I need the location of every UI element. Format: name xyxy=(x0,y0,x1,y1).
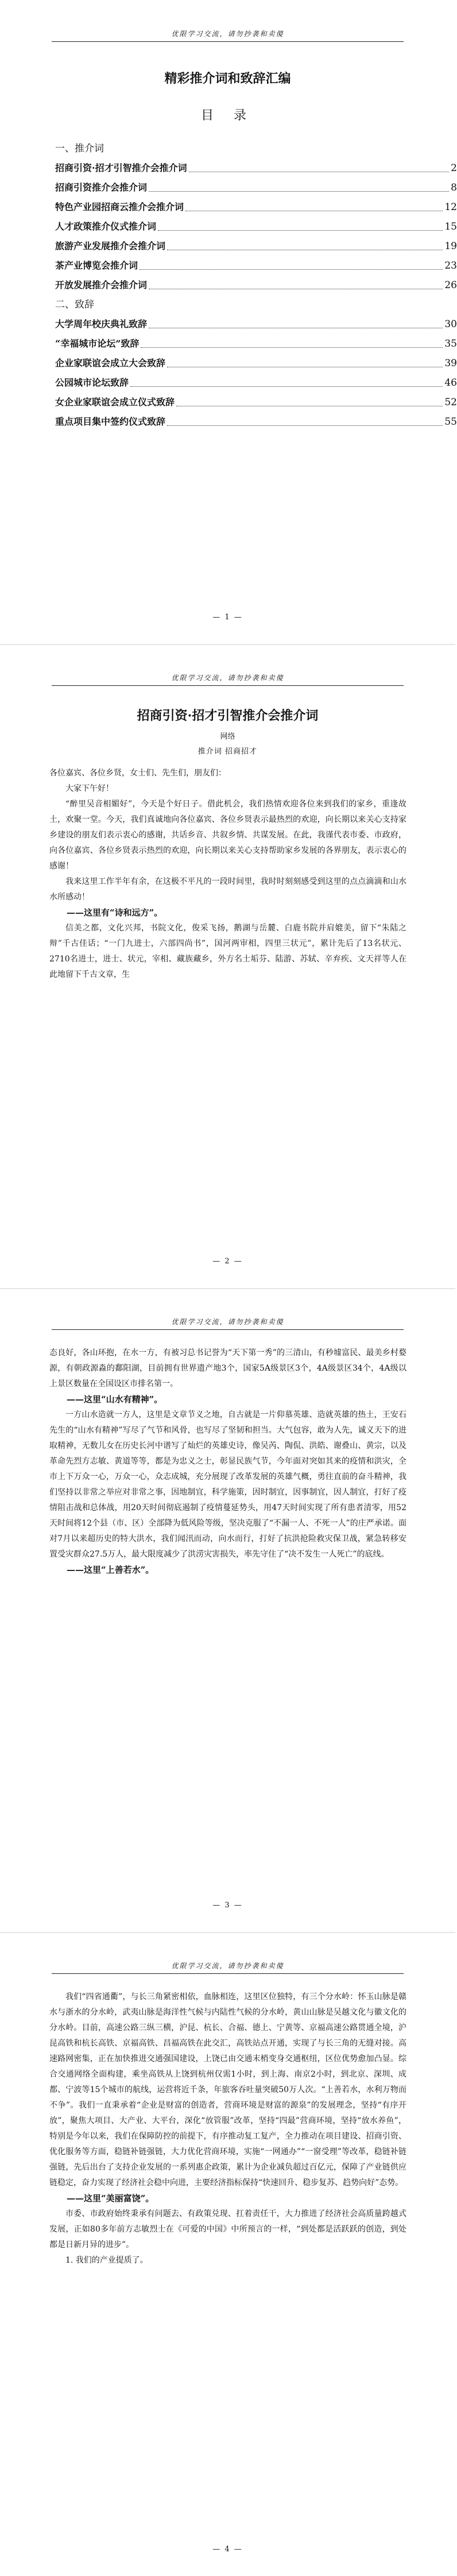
page-divider xyxy=(0,644,455,645)
toc-entry[interactable] xyxy=(55,197,457,217)
section-subheading: ——这里“美丽富饶”。 xyxy=(67,2193,154,2203)
toc-entry-title: 人才政策推介仪式推介词 xyxy=(55,221,157,232)
paragraph: 大家下午好！ xyxy=(65,784,114,793)
toc-entry[interactable] xyxy=(55,412,457,432)
page-number: — 2 — xyxy=(212,1257,243,1266)
page-2 xyxy=(0,644,455,1288)
header-rule xyxy=(52,41,404,42)
toc-entry-title: 公园城市论坛致辞 xyxy=(55,377,129,388)
toc-heading: 目 录 xyxy=(201,108,254,123)
header-rule xyxy=(52,685,404,686)
toc-leader-dots xyxy=(141,334,443,348)
toc-leader-dots xyxy=(167,236,443,250)
page-header: 优限学习交流，请勿抄袭和卖傻 xyxy=(171,1962,284,1970)
toc-entry[interactable] xyxy=(55,158,457,178)
toc-entry[interactable] xyxy=(55,334,457,354)
toc-leader-dots xyxy=(149,315,443,328)
page-header: 优限学习交流，请勿抄袭和卖傻 xyxy=(171,674,284,682)
toc-entry-title: 茶产业博览会推介词 xyxy=(55,260,138,271)
paragraph: 我来这里工作半年有余，在这极不平凡的一段时间里，我时时刻刻感受到这里的点点滴滴和山水水所感动！ xyxy=(49,877,406,902)
page-number: — 3 — xyxy=(212,1901,243,1910)
toc-entry-title: 企业家联谊会成立大会致辞 xyxy=(55,358,166,368)
toc-entry[interactable] xyxy=(55,315,457,334)
document-title: 精彩推介词和致辞汇编 xyxy=(164,71,291,86)
toc-entry-page: 12 xyxy=(444,201,457,213)
toc-leader-dots xyxy=(185,197,443,211)
paragraph: 市委、市政府始终秉承有问题去、有政策兑现、扛着责任干，大力推进了经济社会高质量跨越式发展，正如80多年前方志敏烈士在《可爱的中国》中所预言的一样，“到处都是活跃跃的创造，到处都是日新月异的进步”。 xyxy=(49,2209,406,2249)
toc-leader-dots xyxy=(130,373,443,387)
toc-entry-page: 46 xyxy=(444,377,457,389)
toc-entry-page: 55 xyxy=(444,416,457,428)
toc-entry-title: 开放发展推介会推介词 xyxy=(55,280,148,290)
paragraph: 我们“四省通衢”，与长三角紧密相依，血脉相连，这里区位独特，有三个分水岭：怀玉山脉是赣水与浙水的分水岭，武夷山脉是海洋性气候与内陆性气候的分水岭，黄山山脉是吴越文化与徽文化的分水岭。目前，高速公路三纵三横，沪昆、杭长、合福、德上、宁黄等、京福高速公路贯通全境，沪昆高铁和杭长高铁、京福高铁、昌福高铁在此交汇，高铁站点开通，实现了与长三角的无缝对接。高速路网密集，正在加快推进交通强国建设，上饶已由交通末梢变身交通枢纽，区位优势愈加凸显。综合交通网络全面构建，乘坐高铁从上饶到杭州仅需1小时，到上海、南京2小时，到北京、深圳、成都、宁波等15个城市的航线，运营将近千条，年旅客吞吐量突破50万人次。“上善若水，水利万物而不争”。我们一直秉承着“企业是财富的创造者，营商环境是财富的源泉”的发展理念，坚持“有序开放”，聚焦大项目、大产业、大平台，深化“放管服”改革，坚持“四最”营商环境，坚持“放水养鱼”，特别是今年以来，我们在保障防控的前提下，有序推动复工复产，全力推动在项目建设、招商引资、优化服务等方面，稳链补链强链，大力优化营商环境，实施“一网通办”“一窗受理”等改革，稳链补链强链，先后出台了支持企业发展的一系列惠企政策，累计为企业减负超过百亿元，保障了产业链供应链稳定，奋力实现了经济社会稳中向进，主要经济指标保持“快速回升、稳步复苏、趋势向好”态势。 xyxy=(49,1992,406,2187)
toc-entry[interactable] xyxy=(55,236,457,256)
toc-entry[interactable] xyxy=(55,276,457,295)
article-title: 招商引资·招才引智推介会推介词 xyxy=(137,708,319,723)
header-rule xyxy=(52,1329,404,1330)
page-divider xyxy=(0,1932,455,1933)
toc-entry-page: 19 xyxy=(444,240,457,252)
toc-entry[interactable] xyxy=(55,178,457,197)
header-rule xyxy=(52,1973,404,1974)
toc-entry-title: 招商引资推介会推介词 xyxy=(55,182,148,193)
page-header: 优限学习交流，请勿抄袭和卖傻 xyxy=(171,30,284,38)
page-1 xyxy=(0,0,455,644)
toc-leader-dots xyxy=(167,354,443,367)
section-subheading: ——这里有“诗和远方”。 xyxy=(67,907,163,918)
toc-entry-page: 30 xyxy=(444,319,457,330)
page-divider xyxy=(0,1288,455,1289)
toc-entry-page: 8 xyxy=(451,182,457,193)
toc-entry-title: 大学周年校庆典礼致辞 xyxy=(55,319,148,329)
toc-entry-page: 39 xyxy=(444,358,457,369)
paragraph: 一方山水造就一方人，这里是文章节义之地，自古就是一片仰慕英雄、造就英雄的热土，王安石先生的“山水有精神”写尽了气节和风骨，也写尽了坚韧和担当。大气包容，敢为人先，诚义天下的进取精神，无数儿女在历史长河中谱写了灿烂的英雄史诗，像吴芮、陶侃、洪皓、谢叠山、黄宗，以及革命先烈方志敏、黄道等等，都是为忠义之士，彰显民族气节，今年面对突如其来的疫情和洪灾，全市上下万众一心，万众一心，众志成城，充分展现了改革发展的英雄气概，勇往直前的奋斗精神，我们坚持以非常之举应对非常之事，因地制宜，科学施策，因时制宜，因事制宜，因人制宜，打好了疫情阻击战和总体战，用20天时间彻底遏制了疫情蔓延势头，用47天时间实现了所有患者清零，用52天时间将12个县（市、区）全部降为低风险等级，坚决克服了“不漏一人、不死一人”的庄严承诺。面对7月以来超历史的特大洪水，我们闻汛而动，向水而行，打好了抗洪抢险救灾保卫战，紧急转移安置受灾群众27.5万人，最大限度减少了洪涝灾害损失，率先守住了“决不发生一人死亡”的底线。 xyxy=(49,1410,406,1559)
toc-entry-page: 35 xyxy=(444,338,457,350)
toc-entry-page: 15 xyxy=(444,221,457,232)
toc-entry-title: 招商引资·招才引智推介会推介词 xyxy=(55,162,187,173)
page-4 xyxy=(0,1932,455,2576)
paragraph: 1. 我们的产业提质了。 xyxy=(65,2256,148,2265)
toc-leader-dots xyxy=(149,178,449,192)
page-number: — 1 — xyxy=(212,613,243,622)
paragraph: 各位嘉宾、各位乡贤，女士们、先生们，朋友们： xyxy=(49,769,226,778)
article-body xyxy=(49,1989,406,2268)
table-of-contents xyxy=(55,139,457,432)
page-number: — 4 — xyxy=(212,2545,243,2554)
toc-entry-title: “幸福城市论坛”致辞 xyxy=(55,338,140,349)
toc-leader-dots xyxy=(140,256,443,270)
toc-entry-page: 2 xyxy=(451,162,457,174)
toc-entry-page: 52 xyxy=(444,397,457,408)
toc-entry[interactable] xyxy=(55,256,457,276)
section-subheading: ——这里“上善若水”。 xyxy=(67,1565,154,1575)
toc-entry[interactable] xyxy=(55,393,457,412)
toc-section-title: 二、致辞 xyxy=(55,299,94,311)
toc-leader-dots xyxy=(167,412,443,426)
article-keywords: 推介词 招商招才 xyxy=(197,747,258,756)
toc-entry-page: 26 xyxy=(444,280,457,291)
page-3 xyxy=(0,1288,455,1932)
toc-entry[interactable] xyxy=(55,354,457,373)
toc-entry-title: 特色产业园招商云推介会推介词 xyxy=(55,201,184,212)
toc-entry-title: 旅游产业发展推介会推介词 xyxy=(55,240,166,251)
toc-leader-dots xyxy=(149,276,443,289)
paragraph: “醉里吴音相媚好”，今天是个好日子。借此机会，我们热情欢迎各位来到我们的家乡，重逢故土，欢聚一堂。今天，我们真诚地向各位嘉宾、各位乡贤表示最热烈的欢迎，向长期以来关心支持家乡建设的朋友们表示衷心的感谢，共话乡音、共叙乡情、共谋发展。在此，我谨代表市委、市政府，向各位嘉宾、各位乡贤表示热烈的欢迎，向长期以来关心支持帮助家乡发展的各界朋友，表示衷心的感谢！ xyxy=(49,800,406,871)
toc-entry[interactable] xyxy=(55,373,457,393)
article-body xyxy=(49,766,406,983)
toc-entry[interactable] xyxy=(55,217,457,236)
toc-section-title: 一、推介词 xyxy=(55,143,104,154)
page-header: 优限学习交流，请勿抄袭和卖傻 xyxy=(171,1318,284,1326)
article-source: 网络 xyxy=(220,732,235,741)
toc-leader-dots xyxy=(189,158,450,172)
toc-entry-page: 23 xyxy=(444,260,457,271)
article-body xyxy=(49,1345,406,1578)
paragraph: 信美之都，文化兴邦，书院文化，俊采飞扬，鹅湖与岳麓、白鹿书院并肩媲美，留下“朱陆之辩”千古佳话；“一门九进士，六部四尚书”，国河两审相，四里三状元”，累计先后了13名状元、2710名进士，进士、状元，宰相、藏族藏乡，外方名士垢芬、陆游、苏轼、辛弃疾、文天祥等人在此地留下千古文章，生 xyxy=(49,924,406,979)
toc-leader-dots xyxy=(158,217,443,231)
toc-entry-title: 重点项目集中签约仪式致辞 xyxy=(55,416,166,427)
paragraph: 态良好，各山环抱，在水一方，有被习总书记誉为“天下第一秀”的三清山，有秒墟富民、最美乡村婺源，有朝政源淼的鄱阳湖，目前拥有世界遗产地3个，国家5A级景区3个，4A级景区34个，4A级以上景区数量在全国设区市排名第一。 xyxy=(49,1348,406,1388)
section-subheading: ——这里“山水有精神”。 xyxy=(67,1394,163,1405)
toc-leader-dots xyxy=(176,393,443,406)
toc-entry-title: 女企业家联谊会成立仪式致辞 xyxy=(55,397,175,408)
